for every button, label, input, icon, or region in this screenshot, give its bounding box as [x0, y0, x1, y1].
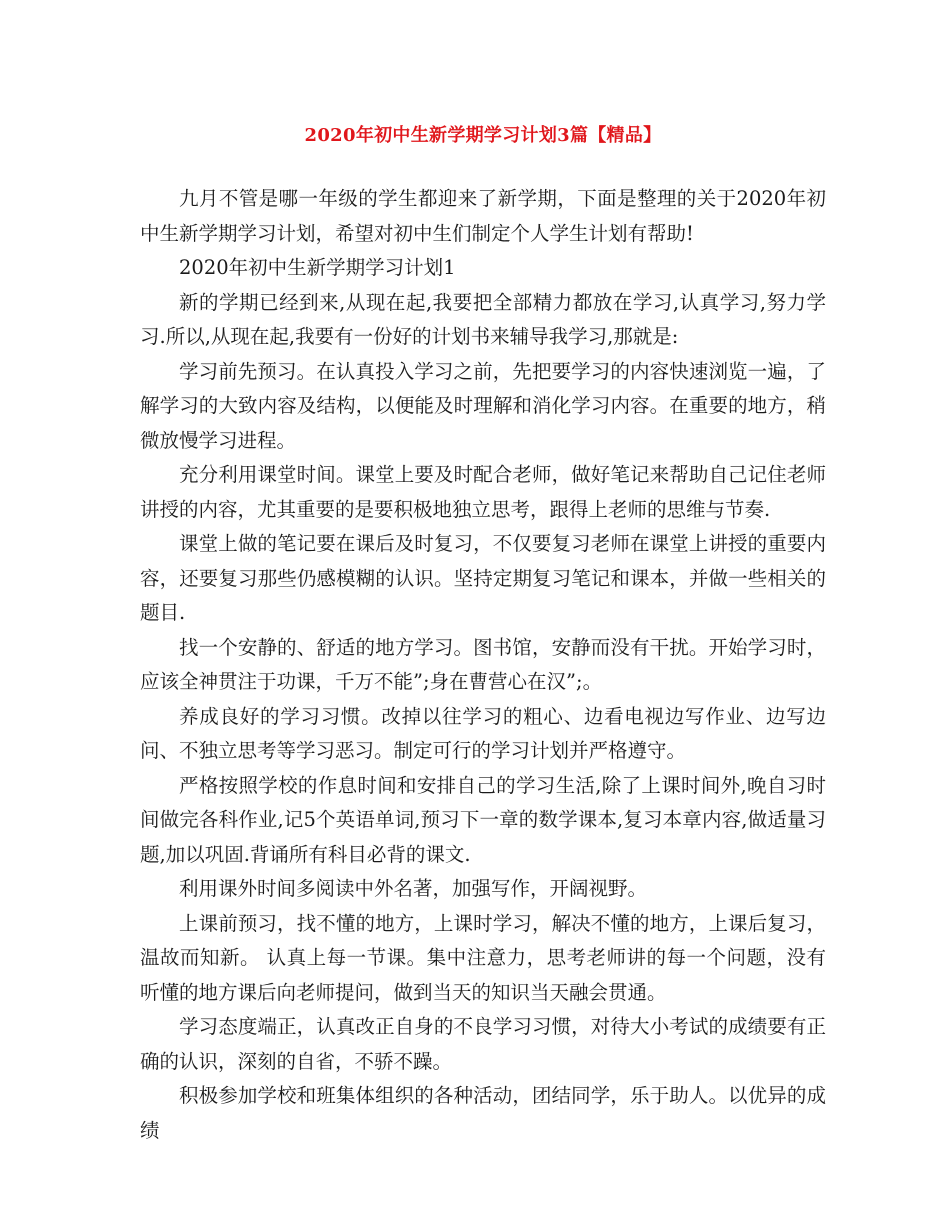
paragraph: 学习态度端正，认真改正自身的不良学习习惯，对待大小考试的成绩要有正确的认识，深刻的自省，不骄不躁。 [140, 1015, 826, 1073]
paragraph: 新的学期已经到来,从现在起,我要把全部精力都放在学习,认真学习,努力学习.所以,从现在起,我要有一份好的计划书来辅导我学习,那就是: [140, 290, 826, 348]
document-body [140, 182, 826, 1148]
section-heading: 2020年初中生新学期学习计划1 [179, 256, 456, 279]
document-title: 2020年初中生新学期学习计划3篇【精品】 [304, 125, 662, 146]
paragraph: 上课前预习，找不懂的地方，上课时学习，解决不懂的地方，上课后复习，温故而知新。 认真上每一节课。集中注意力，思考老师讲的每一个问题，没有听懂的地方课后向老师提问，做到当天的知识当天融会贯通。 [140, 911, 826, 1004]
paragraph: 养成良好的学习习惯。改掉以往学习的粗心、边看电视边写作业、边写边问、不独立思考等学习恶习。制定可行的学习计划并严格遵守。 [140, 704, 826, 762]
paragraph: 课堂上做的笔记要在课后及时复习，不仅要复习老师在课堂上讲授的重要内容，还要复习那些仍感模糊的认识。坚持定期复习笔记和课本，并做一些相关的题目. [140, 532, 826, 624]
paragraph: 积极参加学校和班集体组织的各种活动，团结同学，乐于助人。以优异的成绩 [140, 1084, 826, 1142]
paragraph: 找一个安静的、舒适的地方学习。图书馆，安静而没有干扰。开始学习时，应该全神贯注于功课，千万不能”;身在曹营心在汉”;。 [140, 635, 826, 693]
paragraph: 九月不管是哪一年级的学生都迎来了新学期，下面是整理的关于2020年初中生新学期学习计划，希望对初中生们制定个人学生计划有帮助! [140, 187, 826, 245]
paragraph: 利用课外时间多阅读中外名著，加强写作，开阔视野。 [179, 877, 648, 900]
paragraph: 充分利用课堂时间。课堂上要及时配合老师，做好笔记来帮助自己记住老师讲授的内容，尤其重要的是要积极地独立思考，跟得上老师的思维与节奏. [140, 463, 826, 521]
paragraph: 严格按照学校的作息时间和安排自己的学习生活,除了上课时间外,晚自习时间做完各科作业,记5个英语单词,预习下一章的数学课本,复习本章内容,做适量习题,加以巩固.背诵所有科目必背的课文. [140, 773, 826, 866]
paragraph: 学习前先预习。在认真投入学习之前，先把要学习的内容快速浏览一遍，了解学习的大致内容及结构，以便能及时理解和消化学习内容。在重要的地方，稍微放慢学习进程。 [140, 359, 826, 452]
